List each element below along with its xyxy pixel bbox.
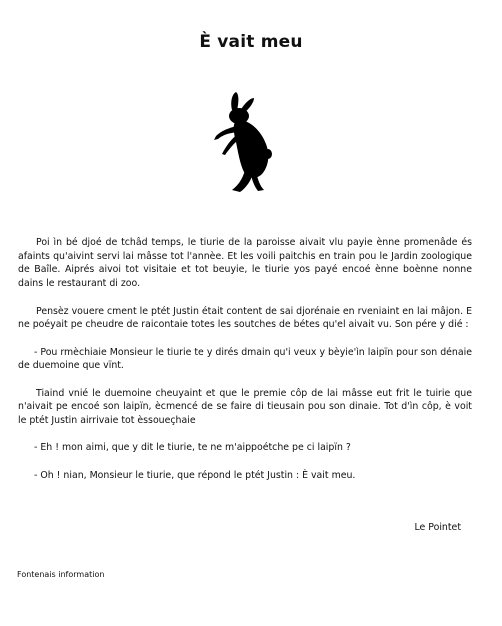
paragraph-1: Poi ìn bé djoé de tchâd temps, le tiurie de la paroisse aivait vlu payie ènne promenâde és afaints qu'aivint servi lai mâsse tot l'annèe. Et les voili paitchis en train pou le Jardin zoologique de Baîle. Aiprés aivoi tot visitaie et tot beuyie, le tiurie yos payé encoé ènne boènne nonne dains le restaurant di zoo. [18,237,472,290]
paragraph-5: - Eh ! mon aimi, que y dit le tiurie, te ne m'aippoétche pe ci laipïn ? [34,442,351,454]
hare-silhouette-icon [206,92,288,194]
paragraph-3: - Pou rmèchiaie Monsieur le tiurie te y dirés dmain qu'i veux y bèyie'ìn laipïn pour son dénaie de duemoine que vïnt. [18,346,472,372]
page-title: È vait meu [199,32,303,52]
author-signature: Le Pointet [414,522,461,533]
paragraph-4: Tiaind vnié le duemoine cheuyaint et que le premie côp de lai mâsse eut frit le tuirie que n'aivait pe encoé son laipïn, ècmencé de se faire di tieusain pou son dinaie. Tot d'ìn côp, è voit le ptét Justin airrivaie tot èssoueçhaie [18,387,472,427]
footer-source: Fontenais information [17,570,105,579]
paragraph-6: - Oh ! nian, Monsieur le tiurie, que répond le ptét Justin : È vait meu. [34,469,356,481]
paragraph-2: Pensèz vouere cment le ptét Justin était content de sai djorénaie en rveniaint en lai mâjon. E ne poéyait pe cheudre de raicontaie totes les soutches de bétes qu'el aivait vu. Son pére y dié : [18,305,472,331]
story-text [18,236,472,496]
